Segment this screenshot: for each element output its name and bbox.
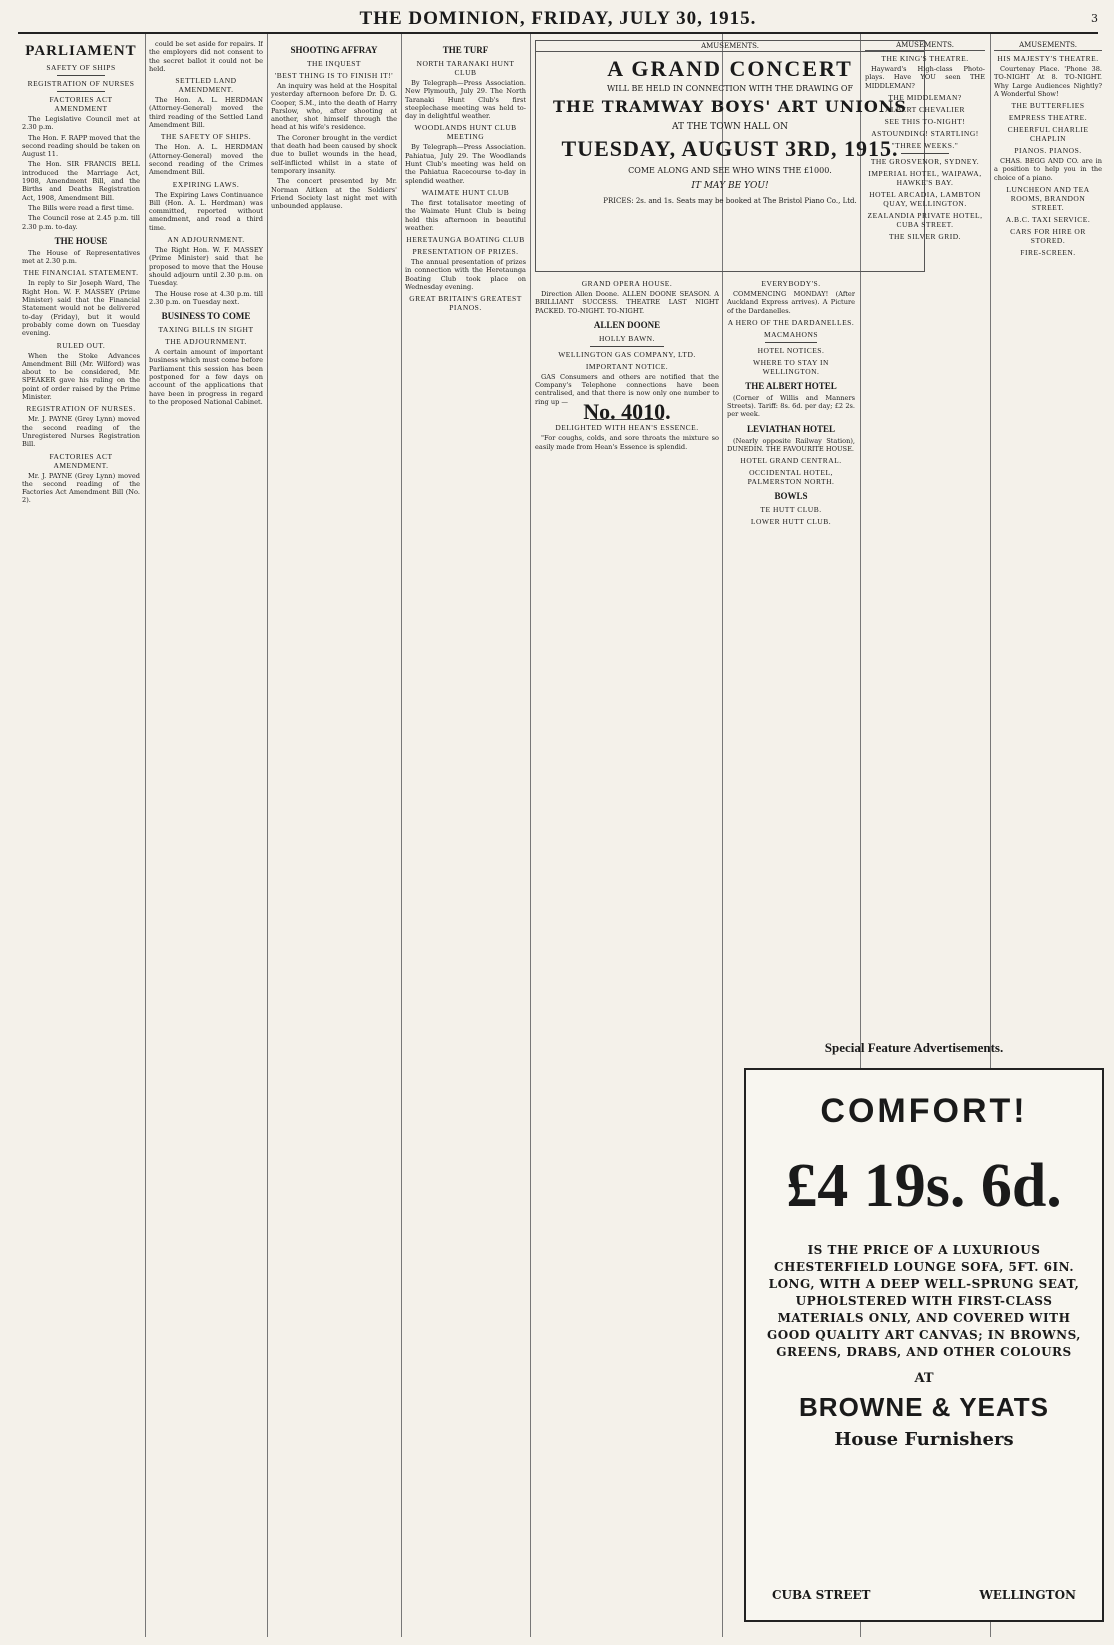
firm-address [746,1588,1102,1602]
ad-heading: A.B.C. TAXI SERVICE. [1005,215,1091,225]
ad-heading: LEVIATHAN HOTEL [746,423,836,434]
amusements-label: AMUSEMENTS. [536,41,924,52]
article-subheading: NORTH TARANAKI HUNT CLUB [416,59,515,77]
section-heading: THE HOUSE [54,235,108,246]
section-heading: AN ADJOURNMENT. [167,235,245,245]
section-heading: THE ADJOURNMENT. [165,337,247,347]
article-paragraph: The Hon. SIR FRANCIS BELL introduced the Marriage Act, 1908, Amendment Bill, and the Births and Deaths Registration Act, 1908, Amendment Bill. [22,160,140,202]
article-paragraph: Mr. J. PAYNE (Grey Lynn) moved the second reading of the Factories Act Amendment Bill (No. 2). [22,471,140,505]
sofa-description: IS THE PRICE OF A LUXURIOUS CHESTERFIELD LOUNGE SOFA, 5FT. 6IN. LONG, WITH A DEEP WELL-SPRUNG SEAT, UPHOLSTERED WITH FIRST-CLASS MATERIALS ONLY, AND COVERED WITH GOOD QUALITY ART CANVAS; IN BROWNS, GREENS, DRABS, AND OTHER COLOURS [767,1243,1081,1359]
section-heading: EXPIRING LAWS. [172,179,240,189]
ad-heading: THE BUTTERFLIES [1011,101,1085,111]
article-heading: SHOOTING AFFRAY [290,45,378,55]
comfort-headline: COMFORT! [820,1092,1028,1130]
article-subheading: WOODLANDS HUNT CLUB MEETING [414,123,517,142]
article-subheading: HERETAUNGA BOATING CLUB [406,235,525,245]
parliament-heading: PARLIAMENT [25,43,137,59]
article-subheading: THE INQUEST [306,59,362,68]
column-turf [405,40,526,1637]
section-heading: TAXING BILLS IN SIGHT [158,325,254,335]
ad-heading: THE MIDDLEMAN? [888,92,962,102]
column-rule [722,34,723,1637]
telephone-number: No. 4010. [583,399,671,425]
ad-heading: THE GROSVENOR, SYDNEY. [870,156,980,166]
page-number: 3 [1091,12,1098,25]
ad-heading: CHEERFUL CHARLIE CHAPLIN [1007,125,1089,144]
article-paragraph: An inquiry was held at the Hospital yesterday afternoon before Dr. D. G. Cooper, S.M., into the death of Harry Parslow, who, after shooting at another, shot himself through the head at his wife's residence. [271,82,397,132]
ad-text: "For coughs, colds, and sore throats the mixture so easily made from Hean's Essence is splendid. [535,434,719,451]
ad-heading: LUNCHEON AND TEA ROOMS, BRANDON STREET. [1006,185,1090,213]
ad-heading: SEE THIS TO-NIGHT! [884,116,966,126]
concert-prices: PRICES: 2s. and 1s. Seats may be booked at The Bristol Piano Co., Ltd. [603,197,857,205]
section-heading: THE FINANCIAL STATEMENT. [23,268,139,278]
ad-text: (Nearly opposite Railway Station), DUNEDIN. THE FAVOURITE HOUSE. [727,436,855,454]
amusements-label: AMUSEMENTS. [865,40,985,51]
column-parliament-continued [149,40,263,1637]
ad-heading: EVERYBODY'S. [761,279,821,288]
ad-heading: HOLLY BAWN. [599,333,655,343]
column-amusements-left [535,276,719,1637]
ad-heading: OCCIDENTAL HOTEL, PALMERSTON NORTH. [747,468,835,487]
article-paragraph: The Hon. A. L. HERDMAN (Attorney-General) moved the third reading of the Settled Land Amendment Bill. [149,96,263,130]
ad-heading: FIRE-SCREEN. [1020,248,1076,258]
concert-date: TUESDAY, AUGUST 3RD, 1915. [561,136,899,161]
concert-venue: AT THE TOWN HALL ON [672,122,788,132]
concert-line: WILL BE HELD IN CONNECTION WITH THE DRAWING OF [606,84,854,93]
ad-heading: HOTEL ARCADIA, LAMBTON QUAY, WELLINGTON. [869,189,981,208]
ad-text: CHAS. BEGG AND CO. are in a position to help you in the choice of a piano. [994,157,1102,182]
ad-heading: ASTOUNDING! STARTLING! [871,128,979,138]
article-heading: THE TURF [442,45,489,55]
column-parliament [22,40,140,1637]
section-heading: FACTORIES ACT AMENDMENT. [49,451,113,470]
ad-heading: ALBERT CHEVALIER [885,104,965,114]
ad-heading: THE ALBERT HOTEL [745,380,837,391]
firm-name: BROWNE & YEATS [799,1392,1049,1422]
section-heading: BOWLS [774,491,808,502]
article-paragraph: The Hon. F. RAPP moved that the second reading should be taken on August 11. [22,133,140,159]
ad-heading: MACMAHONS [763,329,819,339]
article-paragraph: could be set aside for repairs. If the employers did not consent to the secret ballot it could not be held. [149,40,263,73]
ad-heading: HOTEL GRAND CENTRAL. [740,456,842,466]
column-rule [145,34,146,1637]
article-quote: 'BEST THING IS TO FINISH IT!' [274,71,394,80]
article-subheading: GREAT BRITAIN'S GREATEST PIANOS. [409,294,522,313]
section-heading: TE HUTT CLUB. [760,505,822,515]
article-paragraph: A certain amount of important business which must come before Parliament this session has been postponed for a few days on account of the applications that have been in progress in regard to the proposed National Cabinet. [149,348,263,406]
firm-trade: House Furnishers [834,1429,1014,1450]
ad-heading: GRAND OPERA HOUSE. [581,279,673,288]
sofa-price: £4 19s. 6d. [786,1152,1062,1220]
masthead [18,6,1098,34]
ad-text: GAS Consumers and others are notified that the Company's Telephone connections have been centralised, and that there is now only one number to ring up — [535,372,719,406]
ad-text: (Corner of Willis and Manners Streets). Tariff: 8s. 6d. per day; £2 2s. per week. [727,393,855,419]
subheading: FACTORIES ACT AMENDMENT [49,95,113,113]
article-paragraph: By Telegraph—Press Association. Pahiatua, July 29. The Woodlands Hunt Club's meeting was held on the Pahiatua Racecourse to-day in splendid weather. [405,143,526,185]
article-paragraph: In reply to Sir Joseph Ward, The Right Hon. W. F. MASSEY (Prime Minister) said that the Financial Statement would not be delivered to-day (Friday), but it would probably come down on Tuesday evening. [22,279,140,338]
section-heading: REGISTRATION OF NURSES. [26,404,136,414]
article-paragraph: The concert presented by Mr. Norman Aitken at the Soldiers' Friend Society last night met with unbounded applause. [271,177,397,211]
ad-text: Hayward's High-class Photo-plays. Have YOU seen THE MIDDLEMAN? [865,65,985,90]
firm-city: WELLINGTON [979,1588,1076,1602]
column-shooting-affray [271,40,397,1637]
subheading: REGISTRATION OF NURSES [27,79,135,88]
concert-organiser: THE TRAMWAY BOYS' ART UNIONS [553,97,907,116]
article-paragraph: The House of Representatives met at 2.30 p.m. [22,248,140,266]
article-paragraph: The Expiring Laws Continuance Bill (Hon. A. L. Herdman) was committed, reported without amendment, and read a third time. [149,190,263,232]
ad-text: Courtenay Place. 'Phone 38. TO-NIGHT At 8. TO-NIGHT. Why Large Audiences Nightly? A Wonderful Show! [994,65,1102,98]
column-his-majestys [994,40,1102,1025]
ad-heading: THE SILVER GRID. [888,231,962,241]
concert-prize: COME ALONG AND SEE WHO WINS THE £1000. [628,166,832,175]
ad-heading: WELLINGTON GAS COMPANY, LTD. [558,349,696,359]
section-heading: RULED OUT. [56,340,106,350]
ad-heading: HIS MAJESTY'S THEATRE. [997,54,1099,63]
special-feature-heading: Special Feature Advertisements. [824,1040,1004,1055]
section-heading: SETTLED LAND AMENDMENT. [175,76,237,95]
ad-heading: ZEALANDIA PRIVATE HOTEL, CUBA STREET. [867,210,983,229]
article-paragraph: The Legislative Council met at 2.30 p.m. [22,115,140,132]
article-subheading: PRESENTATION OF PRIZES. [412,247,519,257]
ad-heading: "THREE WEEKS." [891,140,959,150]
column-kings-theatre [865,40,985,1025]
ad-text: Direction Allen Doone. ALLEN DOONE SEASON. A BRILLIANT SUCCESS. THEATRE LAST NIGHT PACKED. TO-NIGHT. TO-NIGHT. [535,290,719,315]
article-paragraph: The Right Hon. W. F. MASSEY (Prime Minister) said that he proposed to move that the House should adjourn until 2.30 p.m. on Tuesday. [149,246,263,288]
article-paragraph: Mr. J. PAYNE (Grey Lynn) moved the second reading of the Unregistered Nurses Registration Bill. [22,415,140,449]
ad-heading: CARS FOR HIRE OR STORED. [1010,227,1086,246]
ad-heading: IMPERIAL HOTEL, WAIPAWA, HAWKE'S BAY. [868,168,982,187]
masthead-title: THE DOMINION, FRIDAY, JULY 30, 1915. [359,8,757,29]
ad-at: AT [914,1371,934,1386]
article-paragraph: By Telegraph—Press Association. New Plymouth, July 29. The North Taranaki Hunt Club's first steeplechase meeting was held to-day in delightful weather. [405,79,526,121]
column-rule [267,34,268,1637]
article-paragraph: The Council rose at 2.45 p.m. till 2.30 p.m. to-day. [22,214,140,231]
section-heading: BUSINESS TO COME [161,311,251,322]
ad-heading: A HERO OF THE DARDANELLES. [727,317,855,327]
ad-heading: THE KING'S THEATRE. [881,54,969,63]
concert-tagline: IT MAY BE YOU! [691,181,769,191]
article-paragraph: The Coroner brought in the verdict that death had been caused by shock due to bullet wounds in the head, self-inflicted whilst in a state of temporary insanity. [271,133,397,175]
ad-heading: EMPRESS THEATRE. [1008,113,1088,123]
article-paragraph: The Bills were read a first time. [28,203,135,212]
comfort-sofa-ad [744,1068,1104,1622]
article-paragraph: The Hon. A. L. HERDMAN (Attorney-General) moved the second reading of the Crimes Amendment Bill. [149,143,263,177]
ad-heading: PIANOS. PIANOS. [1014,146,1082,156]
ad-heading: HOTEL NOTICES. [757,345,825,355]
ad-heading: ALLEN DOONE [593,319,661,330]
ad-heading: IMPORTANT NOTICE. [585,361,669,371]
ad-heading: WHERE TO STAY IN WELLINGTON. [753,357,829,376]
column-rule [401,34,402,1637]
subheading: SAFETY OF SHIPS [46,63,116,72]
article-paragraph: The House rose at 4.30 p.m. till 2.30 p.m. on Tuesday next. [149,289,263,306]
concert-title: A GRAND CONCERT [607,56,853,81]
ad-text: COMMENCING MONDAY! (After Auckland Express arrives). A Picture of the Dardanelles. [727,290,855,315]
amusements-label: AMUSEMENTS. [994,40,1102,51]
article-paragraph: The annual presentation of prizes in connection with the Heretaunga Boating Club took place on Wednesday evening. [405,258,526,292]
column-rule [530,34,531,1637]
article-paragraph: The first totalisator meeting of the Waimate Hunt Club is being held this afternoon in beautiful weather. [405,198,526,232]
article-subheading: WAIMATE HUNT CLUB [421,187,510,197]
ad-heading: DELIGHTED WITH HEAN'S ESSENCE. [555,423,699,433]
article-paragraph: When the Stoke Advances Amendment Bill (Mr. Wilford) was about to be considered, Mr. SPEAKER gave his ruling on the point of order raised by the Prime Minister. [22,351,140,402]
section-heading: THE SAFETY OF SHIPS. [160,132,252,142]
firm-street: CUBA STREET [772,1588,871,1602]
section-heading: LOWER HUTT CLUB. [750,517,832,527]
